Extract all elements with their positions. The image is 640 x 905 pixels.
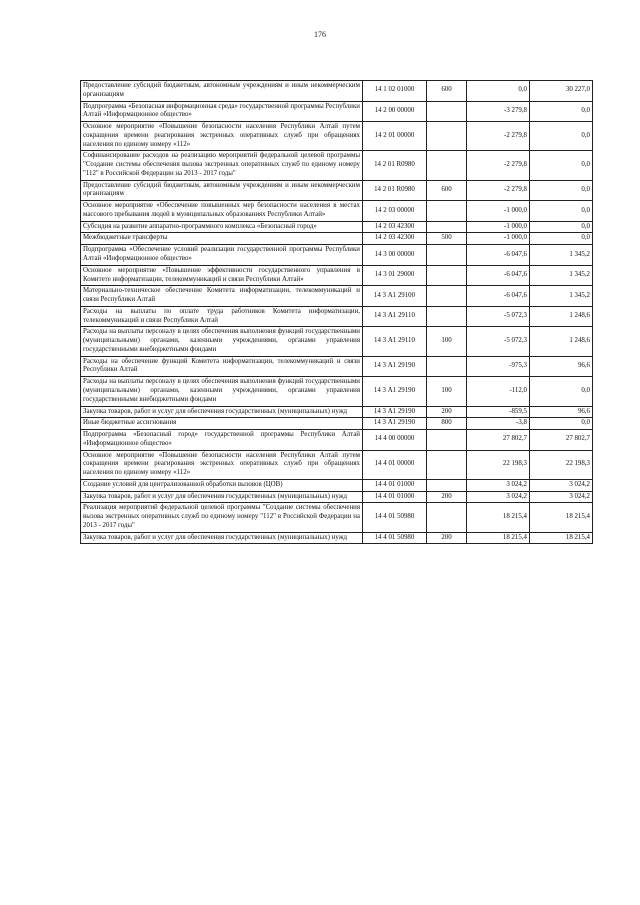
table-row: [81, 201, 593, 222]
row-amount-change: -859,5: [467, 406, 530, 418]
row-expense-type: [427, 265, 467, 286]
row-amount-change: -1 000,0: [467, 233, 530, 245]
row-code: 14 4 01 50980: [363, 532, 427, 544]
row-expense-type: [427, 430, 467, 451]
row-expense-type: 600: [427, 81, 467, 102]
row-amount-change: -2 279,8: [467, 122, 530, 151]
row-name: Межбюджетные трансферты: [81, 233, 363, 245]
row-expense-type: 200: [427, 406, 467, 418]
row-expense-type: 200: [427, 532, 467, 544]
row-code: 14 2 01 00000: [363, 122, 427, 151]
row-expense-type: 200: [427, 491, 467, 503]
row-amount-change: -5 072,3: [467, 306, 530, 327]
row-name: Предоставление субсидий бюджетным, автономным учреждениям и иным некоммерческим организациям: [81, 180, 363, 201]
row-amount-next: 18 215,4: [530, 503, 593, 532]
row-amount-change: 27 802,7: [467, 430, 530, 451]
row-expense-type: 100: [427, 377, 467, 406]
row-code: 14 2 01 R0980: [363, 180, 427, 201]
row-name: Расходы на выплаты персоналу в целях обеспечения выполнения функций государственными (муниципальными) органами, казенными учреждениями, органами управления государственными внебюджетными фондами: [81, 377, 363, 406]
table-row: [81, 356, 593, 377]
row-name: Расходы на выплаты персоналу в целях обеспечения выполнения функций государственными (муниципальными) органами, казенными учреждениями, органами управления государственными внебюджетными фондами: [81, 327, 363, 356]
row-expense-type: [427, 356, 467, 377]
row-amount-next: 0,0: [530, 201, 593, 222]
row-amount-change: 3 024,2: [467, 491, 530, 503]
row-amount-change: 18 215,4: [467, 532, 530, 544]
row-code: 14 2 00 00000: [363, 101, 427, 122]
row-amount-next: 30 227,0: [530, 81, 593, 102]
row-amount-change: -2 279,8: [467, 151, 530, 180]
row-expense-type: [427, 151, 467, 180]
row-amount-next: 1 345,2: [530, 265, 593, 286]
table-row: [81, 406, 593, 418]
row-amount-next: 0,0: [530, 180, 593, 201]
row-amount-next: 1 345,2: [530, 245, 593, 266]
row-name: Расходы на выплаты по оплате труда работников Комитета информатизации, телекоммуникаций и связи Республики Алтай: [81, 306, 363, 327]
row-amount-next: 0,0: [530, 151, 593, 180]
row-amount-change: -5 072,3: [467, 327, 530, 356]
row-code: 14 4 01 01000: [363, 479, 427, 491]
row-amount-next: 0,0: [530, 233, 593, 245]
row-amount-change: -2 279,8: [467, 180, 530, 201]
row-expense-type: [427, 306, 467, 327]
row-code: 14 3 А1 29190: [363, 377, 427, 406]
table-row: [81, 377, 593, 406]
row-amount-next: 3 024,2: [530, 491, 593, 503]
row-code: 14 3 А1 29110: [363, 306, 427, 327]
table-row: [81, 101, 593, 122]
row-expense-type: 800: [427, 418, 467, 430]
row-amount-next: 22 198,3: [530, 450, 593, 479]
row-amount-next: 18 215,4: [530, 532, 593, 544]
table-row: [81, 450, 593, 479]
row-amount-next: 0,0: [530, 221, 593, 233]
table-row: [81, 479, 593, 491]
row-name: Подпрограмма «Безопасная информационная среда» государственной программы Республики Алтай «Информационное общество»: [81, 101, 363, 122]
row-amount-change: 18 215,4: [467, 503, 530, 532]
row-name: Создание условий для централизованной обработки вызовов (ЦОВ): [81, 479, 363, 491]
row-code: 14 3 00 00000: [363, 245, 427, 266]
row-code: 14 2 03 42300: [363, 233, 427, 245]
row-code: 14 4 01 50980: [363, 503, 427, 532]
table-row: [81, 151, 593, 180]
row-amount-next: 0,0: [530, 418, 593, 430]
row-amount-change: 3 024,2: [467, 479, 530, 491]
table-row: [81, 265, 593, 286]
row-name: Основное мероприятие «Обеспечение повышенных мер безопасности населения в местах массового пребывания людей в муниципальных образованиях Республики Алтай»: [81, 201, 363, 222]
row-amount-change: -975,3: [467, 356, 530, 377]
row-name: Основное мероприятие «Повышение безопасности населения Республики Алтай путем сокращения времени реагирования экстренных оперативных служб при обращениях населения по единому номеру «112»: [81, 450, 363, 479]
table-row: [81, 233, 593, 245]
table-row: [81, 245, 593, 266]
row-code: 14 3 А1 29100: [363, 286, 427, 307]
row-amount-next: 96,6: [530, 356, 593, 377]
row-amount-next: 3 024,2: [530, 479, 593, 491]
row-code: 14 3 А1 29190: [363, 418, 427, 430]
row-amount-change: -6 047,6: [467, 265, 530, 286]
table-row: [81, 286, 593, 307]
row-expense-type: [427, 245, 467, 266]
table-row: [81, 430, 593, 451]
table-row: [81, 122, 593, 151]
row-expense-type: 100: [427, 327, 467, 356]
row-code: 14 3 А1 29190: [363, 356, 427, 377]
budget-table-body: [81, 81, 593, 544]
row-amount-change: -112,0: [467, 377, 530, 406]
row-code: 14 4 01 01000: [363, 491, 427, 503]
row-amount-next: 0,0: [530, 101, 593, 122]
row-expense-type: [427, 479, 467, 491]
row-amount-change: 0,0: [467, 81, 530, 102]
table-row: [81, 418, 593, 430]
row-amount-next: 1 345,2: [530, 286, 593, 307]
row-expense-type: 600: [427, 180, 467, 201]
row-name: Материально-техническое обеспечение Комитета информатизации, телекоммуникаций и связи Республики Алтай: [81, 286, 363, 307]
row-name: Основное мероприятие «Повышение эффективности государственного управления в Комитете информатизации, телекоммуникаций и связи Республики Алтай»: [81, 265, 363, 286]
row-expense-type: [427, 503, 467, 532]
row-amount-change: 22 198,3: [467, 450, 530, 479]
table-row: [81, 503, 593, 532]
row-amount-next: 1 248,6: [530, 306, 593, 327]
table-row: [81, 491, 593, 503]
row-name: Субсидия на развитие аппаратно-программного комплекса «Безопасный город»: [81, 221, 363, 233]
row-expense-type: [427, 221, 467, 233]
row-name: Иные бюджетные ассигнования: [81, 418, 363, 430]
row-amount-next: 0,0: [530, 122, 593, 151]
table-row: [81, 81, 593, 102]
row-code: 14 3 А1 29190: [363, 406, 427, 418]
row-expense-type: 500: [427, 233, 467, 245]
budget-table: [80, 80, 593, 544]
page-number: 176: [314, 30, 326, 39]
row-name: Закупка товаров, работ и услуг для обеспечения государственных (муниципальных) нужд: [81, 532, 363, 544]
row-expense-type: [427, 122, 467, 151]
row-code: 14 1 02 01000: [363, 81, 427, 102]
row-amount-change: -6 047,6: [467, 286, 530, 307]
row-code: 14 2 03 42300: [363, 221, 427, 233]
row-name: Предоставление субсидий бюджетным, автономным учреждениям и иным некоммерческим организациям: [81, 81, 363, 102]
row-amount-change: -1 000,0: [467, 201, 530, 222]
row-code: 14 2 03 00000: [363, 201, 427, 222]
row-amount-change: -3,8: [467, 418, 530, 430]
row-expense-type: [427, 450, 467, 479]
table-row: [81, 327, 593, 356]
row-name: Подпрограмма «Безопасный город» государственной программы Республики Алтай «Информационное общество»: [81, 430, 363, 451]
row-name: Софинансирование расходов на реализацию мероприятий федеральной целевой программы "Создание системы обеспечения вызова экстренных оперативных служб по единому номеру "112" в Российской Федерации на 2013 - 2017 годы": [81, 151, 363, 180]
table-row: [81, 306, 593, 327]
row-expense-type: [427, 101, 467, 122]
row-expense-type: [427, 201, 467, 222]
row-amount-next: 96,6: [530, 406, 593, 418]
row-amount-next: 1 248,6: [530, 327, 593, 356]
row-amount-change: -3 279,8: [467, 101, 530, 122]
row-code: 14 3 01 29000: [363, 265, 427, 286]
row-code: 14 4 00 00000: [363, 430, 427, 451]
row-name: Расходы на обеспечение функций Комитета информатизации, телекоммуникаций и связи Республики Алтай: [81, 356, 363, 377]
row-code: 14 2 01 R0980: [363, 151, 427, 180]
row-name: Закупка товаров, работ и услуг для обеспечения государственных (муниципальных) нужд: [81, 406, 363, 418]
row-amount-next: 27 802,7: [530, 430, 593, 451]
table-row: [81, 180, 593, 201]
row-amount-change: -6 047,6: [467, 245, 530, 266]
row-expense-type: [427, 286, 467, 307]
row-code: 14 3 А1 29110: [363, 327, 427, 356]
row-name: Закупка товаров, работ и услуг для обеспечения государственных (муниципальных) нужд: [81, 491, 363, 503]
table-row: [81, 221, 593, 233]
row-amount-next: 0,0: [530, 377, 593, 406]
table-row: [81, 532, 593, 544]
row-amount-change: -1 000,0: [467, 221, 530, 233]
row-name: Основное мероприятие «Повышение безопасности населения Республики Алтай путем сокращения времени реагирования экстренных оперативных служб при обращениях населения по единому номеру «112»: [81, 122, 363, 151]
row-name: Подпрограмма «Обеспечение условий реализации государственной программы Республики Алтай «Информационное общество»: [81, 245, 363, 266]
row-name: Реализация мероприятий федеральной целевой программы "Создание системы обеспечения вызова экстренных оперативных служб по единому номеру "112" в Российской Федерации на 2013 - 2017 годы": [81, 503, 363, 532]
row-code: 14 4 01 00000: [363, 450, 427, 479]
